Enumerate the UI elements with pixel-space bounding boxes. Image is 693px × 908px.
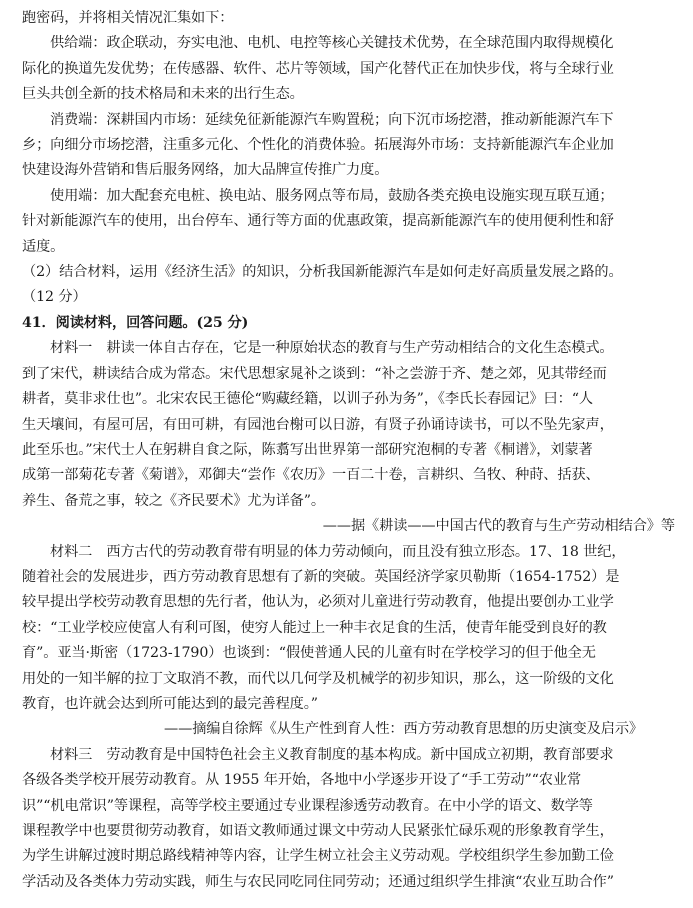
text-line: 材料三 劳动教育是中国特色社会主义教育制度的基本构成。新中国成立初期，教育部要求 [50,746,614,763]
source-citation: ——据《耕读——中国古代的教育与生产劳动相结合》等 [322,518,675,535]
text-line: 养生、备荒之事，较之《齐民要术》尤为详备”。 [22,492,325,509]
text-line: 跑密码，并将相关情况汇集如下： [22,10,234,26]
text-line: 各级各类学校开展劳动教育。从 1955 年开始，各地中小学逐步开设了“手工劳动”“农业常 [22,772,582,789]
text-line: 育”。亚当·斯密（1723-1790）也谈到：“假使普通人民的儿童有时在学校学习的但于他全无 [22,645,596,662]
text-line: 消费端：深耕国内市场：延续免征新能源汽车购置税；向下沉市场挖潜，推动新能源汽车下 [50,111,614,128]
text-line: 教育，也许就会达到所可能达到的最完善程度。” [22,695,318,712]
question-score: （12 分） [22,289,87,306]
text-line: 耕者，莫非求仕也”。北宋农民王德伦“购藏经籍，以训子孙为务”，《李氏长春园记》曰：“人 [22,391,593,408]
text-line: 随着社会的发展进步，西方劳动教育思想有了新的突破。英国经济学家贝勒斯（1654-1752）是 [22,568,620,585]
text-line: 到了宋代，耕读结合成为常态。宋代思想家晁补之谈到：“补之尝游于齐、楚之郊，见其带经而 [22,365,607,382]
text-line: 针对新能源汽车的使用，出台停车、通行等方面的优惠政策，提高新能源汽车的使用便利性和舒 [22,213,614,230]
text-line: 使用端：加大配套充电桩、换电站、服务网点等布局，鼓励各类充换电设施实现互联互通； [50,187,614,204]
text-line: 此至乐也。”宋代士人在躬耕自食之际，陈翥写出世界第一部研究泡桐的专著《桐谱》，刘蒙著 [22,441,593,458]
text-line: 学活动及各类体力劳动实践，师生与农民同吃同住同劳动；还通过组织学生排演“农业互助合作” [22,873,614,890]
text-line: 快建设海外营销和售后服务网络，加大品牌宣传推广力度。 [22,162,389,179]
text-line: 材料二 西方古代的劳动教育带有明显的体力劳动倾向，而且没有独立形态。17、18 世纪， [50,543,626,560]
text-line: 乡；向细分市场挖潜，注重多元化、个性化的消费体验。拓展海外市场：支持新能源汽车企业加 [22,137,614,154]
text-line: 较早提出学校劳动教育思想的先行者，他认为，必须对儿童进行劳动教育，他提出要创办工业学 [22,594,614,611]
text-line: 校：“工业学校应使富人有利可图，使穷人能过上一种丰衣足食的生活，使青年能受到良好的教 [22,619,607,636]
text-line: 巨头共创全新的技术格局和未来的出行生态。 [22,86,304,103]
text-line: 成第一部菊花专著《菊谱》，邓御夫“尝作《农历》一百二十卷，言耕织、刍牧、种莳、括获、 [22,467,600,484]
text-line: 供给端：政企联动，夯实电池、电机、电控等核心关键技术优势，在全球范围内取得规模化 [50,35,614,52]
text-line: 适度。 [22,238,65,255]
text-line: 用处的一知半解的拉丁文取消不教，而代以几何学及机械学的初步知识，那么，这一阶级的文化 [22,670,614,687]
text-line: 生天壤间，有屋可居，有田可耕，有园池台榭可以日游，有贤子孙诵诗读书，可以不坠先家声， [22,416,614,433]
text-line: 课程教学中也要贯彻劳动教育，如语文教师通过课文中劳动人民紧张忙碌乐观的形象教育学生， [22,823,614,839]
source-citation: ——摘编自徐辉《从生产性到育人性：西方劳动教育思想的历史演变及启示》 [164,721,643,738]
text-line: 际化的换道先发优势；在传感器、软件、芯片等领域，国产化替代正在加快步伐，将与全球行业 [22,60,614,77]
question-text: （2）结合材料，运用《经济生活》的知识，分析我国新能源汽车是如何走好高质量发展之路的。 [22,264,623,281]
question-heading: 41．阅读材料，回答问题。(25 分) [22,314,249,331]
text-line: 材料一 耕读一体自古存在，它是一种原始状态的教育与生产劳动相结合的文化生态模式。 [50,340,614,357]
text-line: 为学生讲解过渡时期总路线精神等内容，让学生树立社会主义劳动观。学校组织学生参加勤工俭 [22,848,614,865]
text-line: 识”“机电常识”等课程，高等学校主要通过专业课程渗透劳动教育。在中小学的语文、数学等 [22,797,593,814]
